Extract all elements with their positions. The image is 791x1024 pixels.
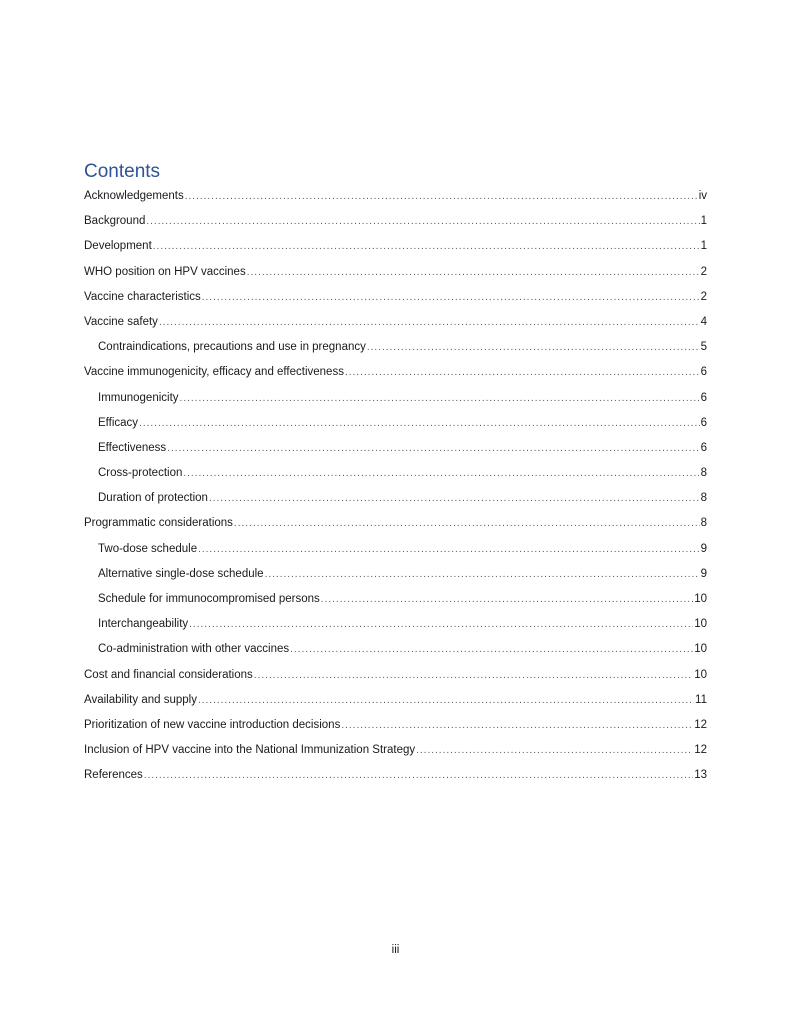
toc-entry-page[interactable]: 11: [695, 693, 707, 706]
toc-dot-leader: [167, 436, 699, 461]
toc-entry-label[interactable]: Schedule for immunocompromised persons: [98, 593, 320, 605]
toc-dot-leader: [185, 184, 698, 209]
toc-dot-leader: [247, 260, 700, 285]
toc-entry-label[interactable]: WHO position on HPV vaccines: [84, 265, 246, 278]
toc-entry-page[interactable]: 10: [694, 668, 707, 681]
toc-dot-leader: [345, 360, 700, 385]
toc-entry[interactable]: [84, 738, 707, 763]
toc-entry-label[interactable]: Vaccine safety: [84, 315, 158, 328]
toc-entry[interactable]: [84, 612, 707, 637]
toc-entry[interactable]: [84, 537, 707, 562]
toc-entry[interactable]: [84, 562, 707, 587]
toc-entry-label[interactable]: Development: [84, 240, 152, 253]
toc-entry-page[interactable]: 9: [700, 567, 707, 580]
toc-entry-label[interactable]: Duration of protection: [98, 492, 208, 505]
toc-entry[interactable]: [84, 511, 707, 536]
toc-entry-page[interactable]: 2: [700, 265, 707, 278]
toc-entry-page[interactable]: 8: [700, 467, 707, 480]
toc-entry[interactable]: [84, 234, 707, 259]
toc-entry-label[interactable]: Availability and supply: [84, 693, 197, 706]
toc-entry-label[interactable]: Contraindications, precautions and use in pregnancy: [98, 341, 366, 354]
toc-entry-page[interactable]: 8: [700, 517, 707, 530]
toc-entry[interactable]: [84, 637, 707, 662]
toc-entry[interactable]: [84, 335, 707, 360]
toc-dot-leader: [265, 562, 700, 587]
toc-entry-page[interactable]: 10: [694, 643, 707, 656]
toc-entry-label[interactable]: Cross-protection: [98, 467, 183, 480]
toc-entry[interactable]: [84, 688, 707, 713]
toc-entry-label[interactable]: Alternative single-dose schedule: [98, 567, 264, 580]
toc-entry-label[interactable]: Co-administration with other vaccines: [98, 643, 290, 656]
toc-dot-leader: [139, 411, 700, 436]
toc-entry-label[interactable]: Acknowledgements: [84, 190, 184, 202]
page-number: iii: [391, 944, 400, 956]
toc-entry[interactable]: [84, 663, 707, 688]
toc-entry-page[interactable]: 13: [694, 769, 707, 782]
toc-entry-label[interactable]: Effectiveness: [98, 441, 167, 454]
toc-entry[interactable]: [84, 486, 707, 511]
toc-entry[interactable]: [84, 713, 707, 738]
toc-entry-label[interactable]: Vaccine immunogenicity, efficacy and effectiveness: [84, 366, 344, 379]
toc-dot-leader: [189, 612, 693, 637]
toc-dot-leader: [180, 386, 700, 411]
toc-dot-leader: [202, 285, 700, 310]
toc-entry-label[interactable]: Prioritization of new vaccine introduction decisions: [84, 718, 341, 731]
toc-dot-leader: [198, 688, 694, 713]
toc-entry-page[interactable]: 1: [700, 240, 707, 253]
toc-dot-leader: [198, 537, 700, 562]
toc-dot-leader: [209, 486, 700, 511]
toc-entry-page[interactable]: 6: [700, 366, 707, 379]
toc-entry-label[interactable]: Programmatic considerations: [84, 517, 233, 530]
toc-entry-label[interactable]: References: [84, 769, 143, 782]
toc-entry-label[interactable]: Vaccine characteristics: [84, 290, 201, 303]
toc-dot-leader: [146, 209, 699, 234]
toc-entry[interactable]: [84, 411, 707, 436]
toc-entry-page[interactable]: 6: [700, 416, 707, 429]
toc-entry[interactable]: [84, 587, 707, 612]
toc-dot-leader: [144, 763, 693, 788]
toc-entry[interactable]: [84, 285, 707, 310]
toc-entry-label[interactable]: Immunogenicity: [98, 391, 179, 404]
toc-entry-page[interactable]: 9: [700, 542, 707, 555]
toc-entry[interactable]: [84, 260, 707, 285]
toc-dot-leader: [416, 738, 693, 763]
toc-entry[interactable]: [84, 360, 707, 385]
toc-entry-page[interactable]: 12: [694, 718, 707, 731]
toc-entry-label[interactable]: Inclusion of HPV vaccine into the National Immunization Strategy: [84, 744, 416, 757]
toc-dot-leader: [234, 511, 700, 536]
toc-entry-page[interactable]: 10: [694, 593, 707, 605]
toc-entry-page[interactable]: 4: [700, 315, 707, 328]
toc-entry[interactable]: [84, 184, 707, 209]
toc-entry[interactable]: [84, 209, 707, 234]
toc-dot-leader: [159, 310, 700, 335]
toc-dot-leader: [367, 335, 700, 360]
toc-entry[interactable]: [84, 461, 707, 486]
toc-title: Contents: [84, 161, 161, 182]
toc-entry-label[interactable]: Background: [84, 215, 146, 228]
toc-entry-page[interactable]: 6: [700, 391, 707, 404]
toc-dot-leader: [290, 637, 693, 662]
toc-dot-leader: [321, 587, 693, 612]
toc-entry-label[interactable]: Interchangeability: [98, 618, 189, 631]
toc-entry-page[interactable]: iv: [698, 190, 707, 202]
table-of-contents: [84, 184, 707, 789]
toc-entry[interactable]: [84, 386, 707, 411]
toc-dot-leader: [183, 461, 699, 486]
toc-entry-label[interactable]: Efficacy: [98, 416, 139, 429]
toc-entry-page[interactable]: 8: [700, 492, 707, 505]
toc-entry-page[interactable]: 6: [700, 441, 707, 454]
toc-entry[interactable]: [84, 310, 707, 335]
toc-entry-page[interactable]: 10: [694, 618, 707, 631]
toc-dot-leader: [254, 663, 693, 688]
toc-entry-label[interactable]: Two-dose schedule: [98, 542, 198, 555]
toc-entry-page[interactable]: 1: [700, 215, 707, 228]
toc-dot-leader: [153, 234, 700, 259]
toc-entry[interactable]: [84, 763, 707, 788]
toc-entry-page[interactable]: 5: [700, 341, 707, 354]
toc-entry-label[interactable]: Cost and financial considerations: [84, 668, 253, 681]
toc-entry-page[interactable]: 2: [700, 290, 707, 303]
toc-dot-leader: [341, 713, 693, 738]
toc-entry[interactable]: [84, 436, 707, 461]
toc-entry-page[interactable]: 12: [694, 744, 707, 757]
